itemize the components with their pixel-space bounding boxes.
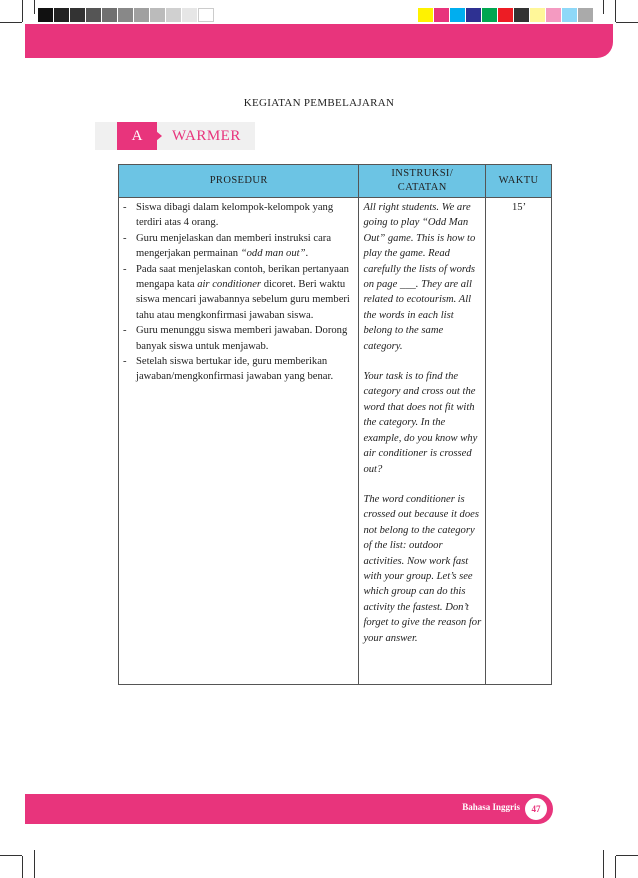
procedure-item [123,354,355,385]
footer-book-title: Bahasa Inggris [462,802,520,812]
procedure-text [136,262,355,324]
procedure-text-part: dicoret. Beri waktu siswa mencari jawabannya sebelum guru memberi tahu atau mengkonfirmasi jawaban siswa. [136,279,350,321]
procedure-text-part: Pada saat menjelaskan contoh, berikan pertanyaan mengapa kata [136,263,349,291]
procedure-text: Siswa dibagi dalam kelompok-kelompok yang terdiri atas 4 orang. [136,202,334,229]
crop-mark [0,22,22,23]
section-arrow-icon [156,131,162,141]
list-dash: - [123,325,127,337]
grayscale-calibration-bar [38,8,214,22]
procedure-item [123,231,355,262]
crop-mark [34,0,35,14]
procedure-italic-term: “odd man out” [240,248,306,260]
instruction-cell [359,198,486,685]
page-number: 47 [523,796,549,822]
header-procedure: PROSEDUR [119,165,359,198]
list-dash: - [123,356,127,368]
procedure-text: Guru menunggu siswa memberi jawaban. Dorong banyak siswa untuk menjawab. [136,325,348,352]
crop-mark [22,856,23,878]
procedure-text: Setelah siswa bertukar ide, guru memberikan jawaban/mengkonfirmasi jawaban yang benar. [136,356,334,383]
procedure-italic-term: air conditioner [197,279,262,291]
page-header: KEGIATAN PEMBELAJARAN [243,97,395,109]
instruction-paragraph: The word conditioner is crossed out because it does not belong to the category of the list: outdoor activities. Now work fast with your group. Let’s see which group can do this activity the fastest. Don’t forget to give the reason for your answer. [363,493,482,644]
header-instruction-line2: CATATAN [397,182,447,193]
instruction-paragraph: Your task is to find the category and cross out the word that does not fit with the category. In the example, do you know why air conditioner is crossed out? [363,371,478,475]
header-instruction-line1: INSTRUKSI/ [391,168,454,179]
instruction-paragraph: All right students. We are going to play “Odd Man Out” game. This is how to play the game. Read carefully the lists of words on page ___. They are all related to ecotourism. All the words in each list belong to the same category. [363,202,476,352]
crop-mark [615,0,616,22]
table-header-row [119,165,552,198]
crop-mark [603,850,604,878]
list-dash: - [123,263,127,275]
section-title: WARMER [172,128,241,144]
crop-mark [616,855,638,856]
procedure-text-part: . [305,248,309,260]
header-time: WAKTU [486,165,552,198]
crop-mark [0,855,22,856]
crop-mark [34,850,35,878]
procedure-item [123,323,355,354]
activity-table [118,164,552,685]
top-header-band [25,24,613,58]
time-cell: 15’ [486,198,552,685]
header-instruction [359,165,486,198]
color-calibration-bar [418,8,594,22]
list-dash: - [123,202,127,213]
procedure-cell [119,198,359,685]
crop-mark [22,0,23,22]
procedure-item [123,200,355,231]
procedure-text-part: Guru menjelaskan dan memberi instruksi cara mengerjakan permainan [136,232,332,260]
crop-mark [615,856,616,878]
list-dash: - [123,232,127,244]
procedure-item [123,262,355,324]
table-row [119,198,552,685]
procedure-text [136,231,355,262]
crop-mark [603,0,604,14]
section-letter-badge: A [117,122,157,150]
crop-mark [616,22,638,23]
